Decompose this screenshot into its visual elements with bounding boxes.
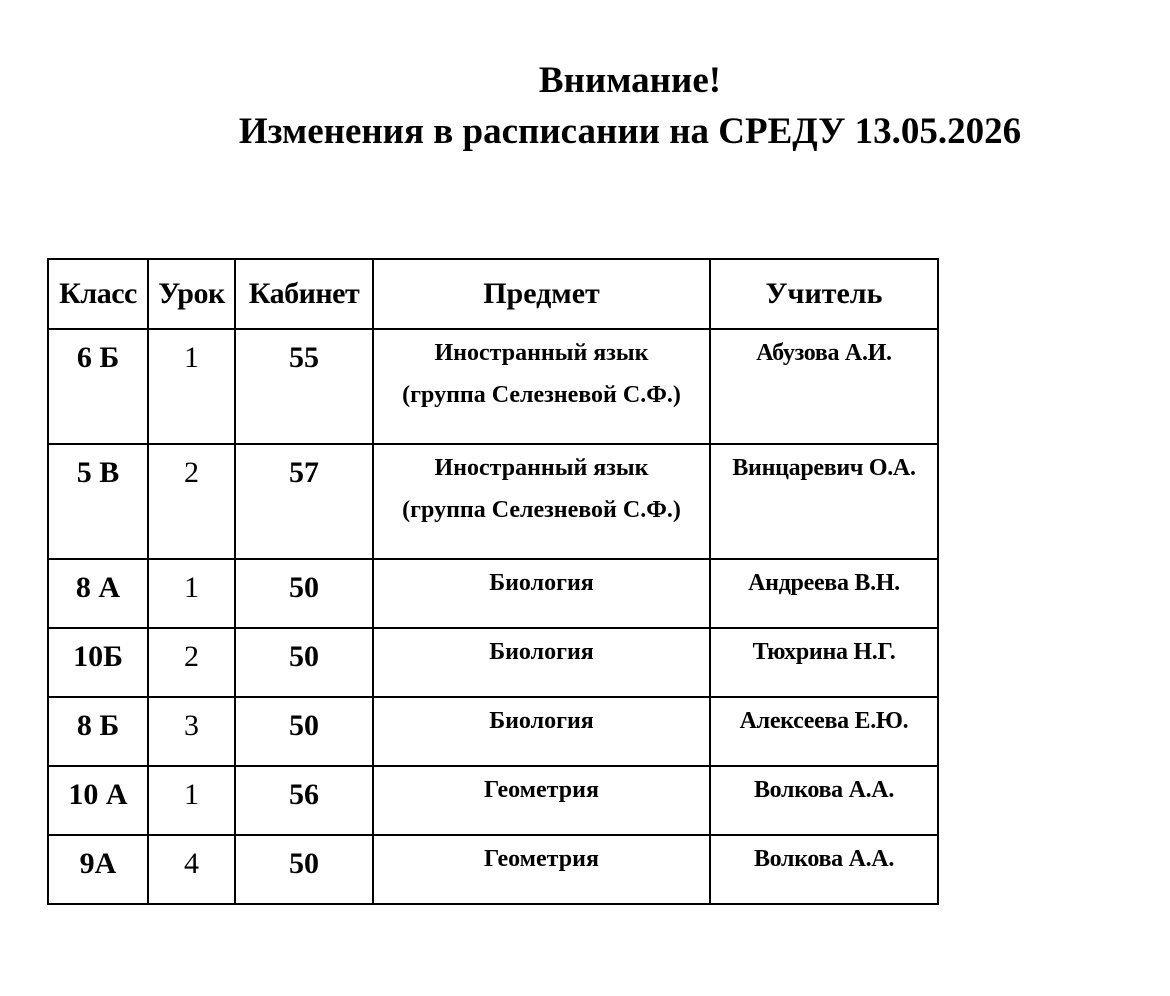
cell-lesson-text: 2 [184, 640, 199, 673]
cell-class [48, 329, 148, 444]
cell-teacher-text: Абузова А.И. [756, 340, 892, 366]
cell-lesson-text: 1 [184, 341, 199, 374]
cell-subject [373, 559, 710, 628]
cell-teacher [710, 628, 938, 697]
table-header-row [48, 259, 938, 329]
cell-room [235, 329, 373, 444]
cell-lesson-text: 2 [184, 456, 199, 489]
cell-class-text: 9А [79, 847, 117, 880]
notice-title: Внимание! [538, 60, 722, 101]
cell-class-text: 6 Б [76, 341, 120, 374]
cell-room-text: 50 [289, 640, 319, 673]
cell-subject [373, 444, 710, 559]
column-header-room: Кабинет [235, 259, 373, 329]
cell-lesson [148, 697, 235, 766]
cell-subject [373, 697, 710, 766]
cell-subject-text: Биология [489, 570, 594, 596]
cell-subject-text: Иностранный язык [434, 455, 649, 481]
cell-class [48, 628, 148, 697]
cell-teacher-text: Тюхрина Н.Г. [752, 639, 896, 665]
column-header-subject: Предмет [373, 259, 710, 329]
cell-class-text: 10Б [73, 640, 123, 673]
cell-subject-note: (группа Селезневой С.Ф.) [402, 497, 681, 523]
cell-teacher-text: Винцаревич О.А. [732, 455, 916, 481]
cell-lesson [148, 329, 235, 444]
cell-subject-text: Геометрия [484, 846, 599, 872]
cell-room-text: 55 [289, 341, 319, 374]
cell-room [235, 835, 373, 904]
cell-room-text: 50 [289, 709, 319, 742]
cell-subject-note: (группа Селезневой С.Ф.) [402, 382, 681, 408]
cell-subject-text: Геометрия [484, 777, 599, 803]
cell-lesson-text: 3 [184, 709, 199, 742]
cell-class [48, 444, 148, 559]
cell-lesson [148, 559, 235, 628]
cell-subject-text: Биология [489, 708, 594, 734]
cell-subject [373, 835, 710, 904]
cell-teacher [710, 766, 938, 835]
cell-class [48, 766, 148, 835]
notice-subtitle: Изменения в расписании на СРЕДУ 13.05.2026 [238, 111, 1022, 152]
cell-subject [373, 329, 710, 444]
cell-room [235, 766, 373, 835]
cell-class-text: 10 А [68, 778, 128, 811]
cell-class [48, 697, 148, 766]
cell-room-text: 56 [289, 778, 319, 811]
cell-lesson [148, 835, 235, 904]
table-row [48, 444, 938, 559]
table-row [48, 766, 938, 835]
cell-class-text: 8 Б [76, 709, 120, 742]
column-header-teacher: Учитель [710, 259, 938, 329]
cell-teacher [710, 559, 938, 628]
cell-teacher-text: Волкова А.А. [753, 777, 895, 803]
cell-lesson [148, 444, 235, 559]
table-row [48, 559, 938, 628]
cell-room-text: 57 [289, 456, 319, 489]
cell-lesson [148, 766, 235, 835]
cell-subject-text: Иностранный язык [434, 340, 649, 366]
table-row [48, 835, 938, 904]
table-row [48, 329, 938, 444]
cell-class-text: 5 В [76, 456, 120, 489]
cell-lesson-text: 1 [184, 778, 199, 811]
cell-room-text: 50 [289, 571, 319, 604]
cell-teacher [710, 329, 938, 444]
cell-room-text: 50 [289, 847, 319, 880]
cell-teacher-text: Алексеева Е.Ю. [739, 708, 909, 734]
cell-subject [373, 766, 710, 835]
cell-subject [373, 628, 710, 697]
schedule-changes-table [47, 258, 939, 905]
table-row [48, 697, 938, 766]
cell-subject-text: Биология [489, 639, 594, 665]
cell-teacher [710, 835, 938, 904]
cell-lesson [148, 628, 235, 697]
cell-class-text: 8 А [75, 571, 121, 604]
cell-teacher-text: Волкова А.А. [753, 846, 895, 872]
cell-class [48, 835, 148, 904]
cell-lesson-text: 1 [184, 571, 199, 604]
table-row [48, 628, 938, 697]
cell-teacher [710, 444, 938, 559]
cell-room [235, 697, 373, 766]
cell-room [235, 628, 373, 697]
cell-room [235, 559, 373, 628]
cell-lesson-text: 4 [184, 847, 199, 880]
cell-class [48, 559, 148, 628]
column-header-class: Класс [48, 259, 148, 329]
cell-teacher [710, 697, 938, 766]
cell-room [235, 444, 373, 559]
column-header-lesson: Урок [148, 259, 235, 329]
cell-teacher-text: Андреева В.Н. [748, 570, 900, 596]
